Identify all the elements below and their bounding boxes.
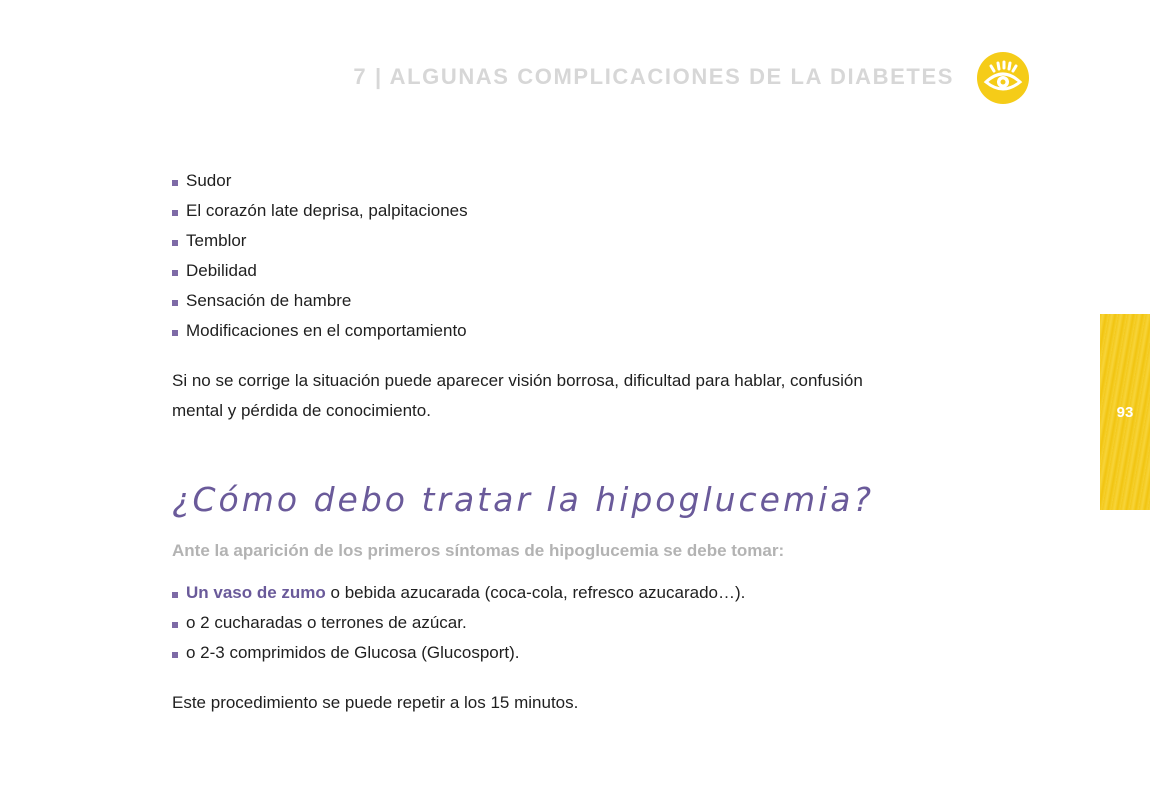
list-item: [172, 316, 892, 346]
list-item: [172, 608, 892, 638]
page-number: 93: [1116, 404, 1134, 421]
list-item: [172, 638, 892, 668]
bullet-square-icon: [172, 270, 178, 276]
section-heading: ¿Cómo debo tratar la hipoglucemia?: [172, 480, 875, 519]
list-item: [172, 166, 892, 196]
list-item: [172, 286, 892, 316]
list-item-text: Sensación de hambre: [186, 291, 352, 310]
closing-paragraph: Este procedimiento se puede repetir a los 15 minutos.: [172, 693, 579, 712]
list-item: [172, 226, 892, 256]
bullet-square-icon: [172, 180, 178, 186]
bullet-square-icon: [172, 240, 178, 246]
bullet-square-icon: [172, 330, 178, 336]
bullet-square-icon: [172, 210, 178, 216]
symptom-list: [172, 166, 892, 346]
section-intro: Ante la aparición de los primeros síntomas de hipoglucemia se debe tomar:: [172, 541, 785, 560]
list-item-text: El corazón late deprisa, palpitaciones: [186, 201, 468, 220]
eye-icon: [977, 52, 1029, 104]
bullet-square-icon: [172, 622, 178, 628]
list-item: [172, 578, 892, 608]
list-item-text: Debilidad: [186, 261, 257, 280]
list-item-text: Temblor: [186, 231, 247, 250]
list-item: [172, 196, 892, 226]
list-item-text: o 2-3 comprimidos de Glucosa (Glucosport).: [186, 643, 520, 662]
body-paragraph: Si no se corrige la situación puede aparecer visión borrosa, dificultad para hablar, confusión mental y pérdida de conocimiento.: [172, 371, 863, 420]
page-content: [172, 166, 892, 718]
bullet-square-icon: [172, 652, 178, 658]
list-item-text: Sudor: [186, 171, 232, 190]
bullet-square-icon: [172, 300, 178, 306]
bullet-square-icon: [172, 592, 178, 598]
list-item: [172, 256, 892, 286]
chapter-title: 7 | ALGUNAS COMPLICACIONES DE LA DIABETES: [353, 64, 954, 89]
list-item-text: Modificaciones en el comportamiento: [186, 321, 467, 340]
highlighted-text: Un vaso de zumo: [186, 583, 326, 602]
list-item-text: o 2 cucharadas o terrones de azúcar.: [186, 613, 467, 632]
treatment-list: [172, 578, 892, 668]
page-tab: [1100, 314, 1150, 510]
list-item-text: o bebida azucarada (coca-cola, refresco azucarado…).: [325, 583, 746, 602]
